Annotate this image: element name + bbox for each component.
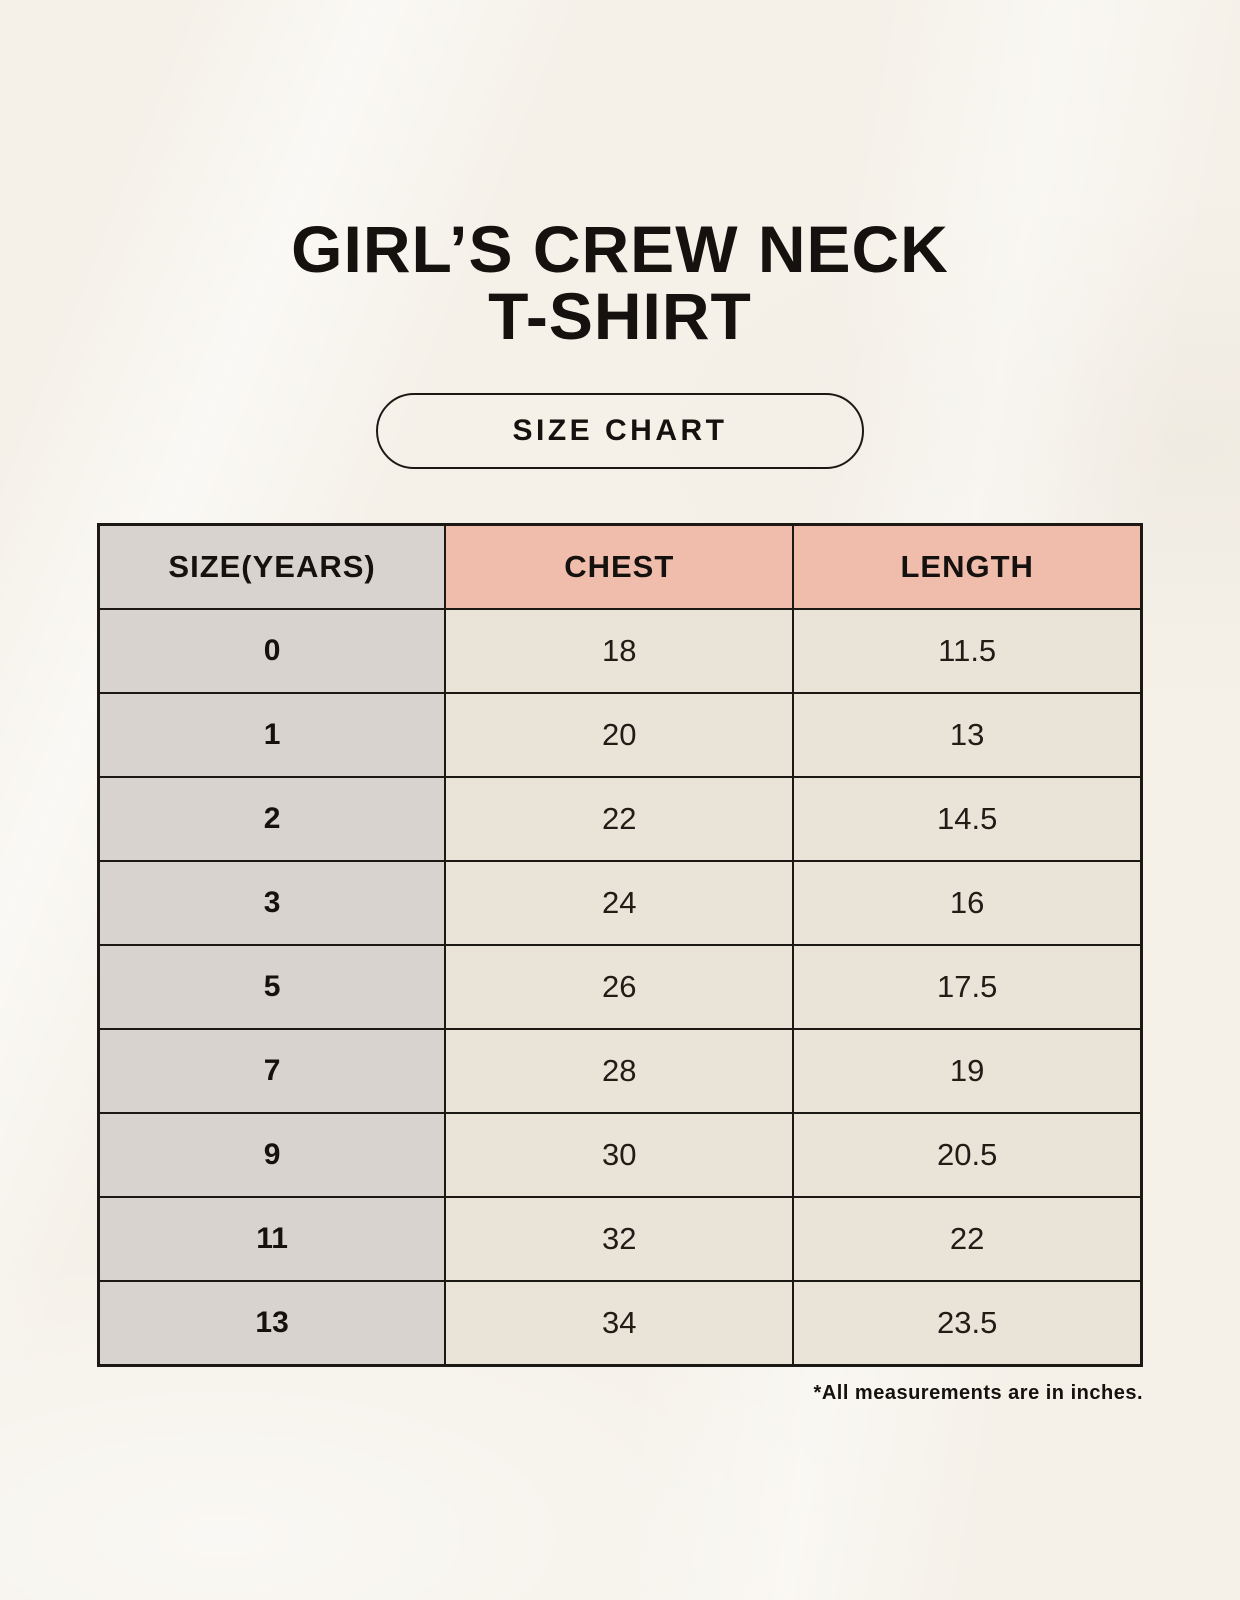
column-header-length: LENGTH [793, 524, 1141, 609]
chest-cell: 24 [445, 861, 793, 945]
length-cell: 17.5 [793, 945, 1141, 1029]
size-cell: 9 [99, 1113, 446, 1197]
size-table-header [99, 524, 1142, 609]
chest-cell: 30 [445, 1113, 793, 1197]
header-row [99, 524, 1142, 609]
size-table-container [97, 523, 1143, 1367]
table-row [99, 777, 1142, 861]
table-row [99, 861, 1142, 945]
chest-cell: 22 [445, 777, 793, 861]
length-cell: 23.5 [793, 1281, 1141, 1366]
table-row [99, 945, 1142, 1029]
size-cell: 11 [99, 1197, 446, 1281]
length-cell: 16 [793, 861, 1141, 945]
size-cell: 3 [99, 861, 446, 945]
size-chart-badge[interactable] [376, 393, 864, 469]
chest-cell: 20 [445, 693, 793, 777]
length-cell: 11.5 [793, 609, 1141, 693]
chest-cell: 28 [445, 1029, 793, 1113]
table-row [99, 1029, 1142, 1113]
size-cell: 1 [99, 693, 446, 777]
table-row [99, 1113, 1142, 1197]
table-row [99, 1281, 1142, 1366]
chest-cell: 18 [445, 609, 793, 693]
size-table-body [99, 609, 1142, 1366]
chest-cell: 26 [445, 945, 793, 1029]
size-cell: 2 [99, 777, 446, 861]
length-cell: 13 [793, 693, 1141, 777]
size-cell: 0 [99, 609, 446, 693]
chest-cell: 32 [445, 1197, 793, 1281]
length-cell: 22 [793, 1197, 1141, 1281]
page-title [0, 0, 1240, 354]
column-header-chest: CHEST [445, 524, 793, 609]
page-title-line-2: T-SHIRT [488, 279, 752, 354]
chest-cell: 34 [445, 1281, 793, 1366]
length-cell: 20.5 [793, 1113, 1141, 1197]
size-cell: 5 [99, 945, 446, 1029]
table-row [99, 1197, 1142, 1281]
size-chart-badge-label: SIZE CHART [512, 413, 728, 447]
table-row [99, 609, 1142, 693]
length-cell: 19 [793, 1029, 1141, 1113]
measurements-note: *All measurements are in inches. [813, 1381, 1143, 1404]
size-table [97, 523, 1143, 1367]
column-header-size-years: SIZE(YEARS) [99, 524, 446, 609]
length-cell: 14.5 [793, 777, 1141, 861]
page-title-line-1: GIRL’S CREW NECK [291, 212, 949, 286]
size-cell: 13 [99, 1281, 446, 1366]
size-cell: 7 [99, 1029, 446, 1113]
table-row [99, 693, 1142, 777]
